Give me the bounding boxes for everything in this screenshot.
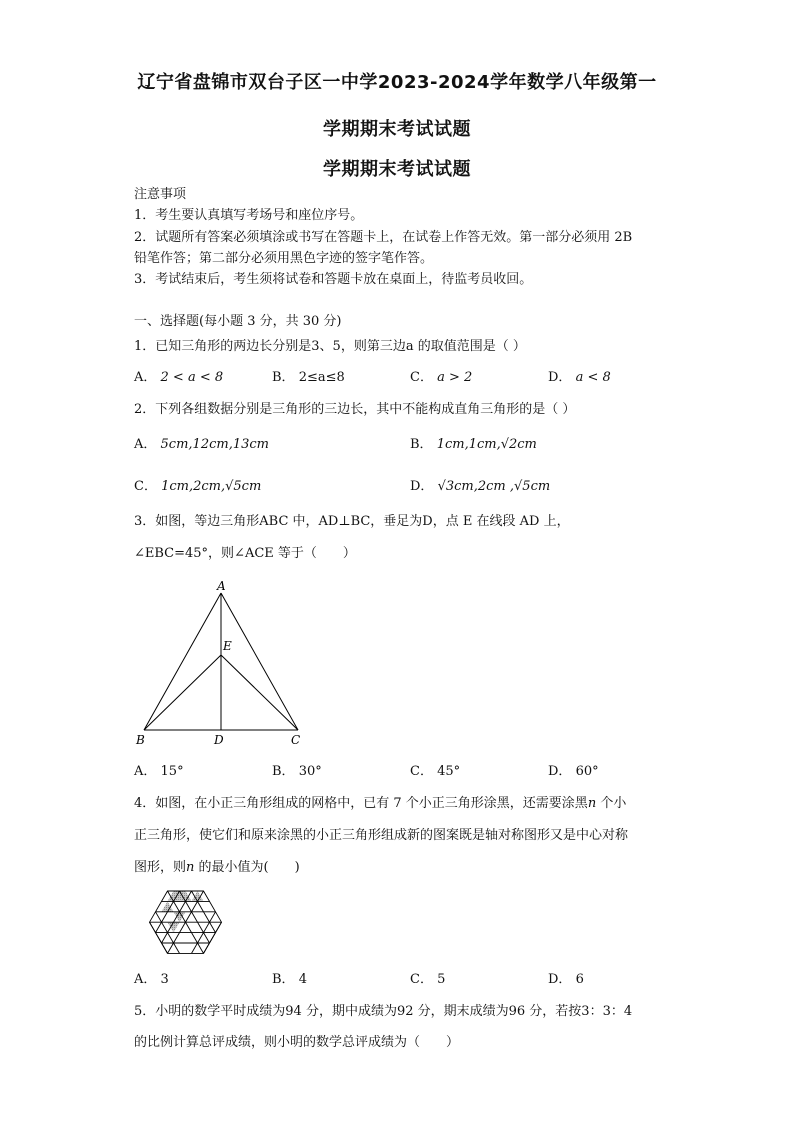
- q4-stem-line1-a: 4．如图，在小正三角形组成的网格中，已有 7 个小正三角形涂黑，还需要涂黑: [134, 796, 588, 811]
- q3-option-b-label: B．: [272, 764, 295, 779]
- q2-option-d-label: D．: [410, 479, 434, 494]
- q1-option-a-label: A．: [134, 370, 157, 385]
- q2-option-a-text: 5cm,12cm,13cm: [160, 437, 269, 452]
- exam-title-line1: 辽宁省盘锦市双台子区一中学2023-2024学年数学八年级第一: [137, 72, 657, 93]
- exam-title-line2: 学期期末考试试题: [323, 119, 471, 140]
- q1-option-b[interactable]: [272, 369, 345, 387]
- q4-variable-n: n: [587, 796, 597, 811]
- q4-option-a[interactable]: [134, 971, 169, 989]
- q4-stem-line3-b: 的最小值为( ): [194, 860, 300, 875]
- q1-option-b-label: B．: [272, 370, 295, 385]
- q1-option-c-text: a > 2: [437, 370, 473, 385]
- q1-option-c-label: C．: [410, 370, 433, 385]
- q4-option-b[interactable]: [272, 971, 307, 989]
- q4-stem-line3-a: 图形，则: [134, 860, 187, 875]
- q2-option-d[interactable]: [410, 478, 550, 496]
- segment-be: [144, 655, 221, 730]
- q3-option-c-label: C．: [410, 764, 433, 779]
- q3-option-d-label: D．: [548, 764, 572, 779]
- q1-option-d[interactable]: [548, 369, 611, 387]
- q1-option-d-text: a < 8: [575, 370, 611, 385]
- q4-option-c-text: 5: [437, 972, 446, 987]
- q3-triangle-figure: [130, 578, 310, 750]
- q4-option-d[interactable]: [548, 971, 584, 989]
- q4-stem-line1-b: 个小: [596, 796, 627, 811]
- vertex-label-c: C: [291, 733, 301, 747]
- q3-option-a-label: A．: [134, 764, 157, 779]
- q3-option-d[interactable]: [548, 763, 599, 781]
- q2-option-a-label: A．: [134, 437, 157, 452]
- q1-option-a[interactable]: [134, 369, 223, 387]
- q2-option-b[interactable]: [410, 436, 537, 454]
- q2-option-b-label: B．: [410, 437, 433, 452]
- q3-stem-line2: ∠EBC=45°，则∠ACE 等于（ ）: [134, 546, 356, 561]
- q2-option-c-text: 1cm,2cm,√5cm: [161, 479, 262, 494]
- q4-option-c-label: C．: [410, 972, 433, 987]
- q5-stem-line2: 的比例计算总评成绩，则小明的数学总评成绩为（ ）: [134, 1035, 460, 1050]
- q3-option-b-text: 30°: [298, 764, 322, 779]
- q4-option-d-label: D．: [548, 972, 572, 987]
- point-label-e: E: [223, 639, 232, 653]
- side-ab: [144, 593, 221, 730]
- notice-item-2a: 2．试题所有答案必须填涂或书写在答题卡上，在试卷上作答无效。第一部分必须用 2B: [134, 230, 633, 245]
- q4-stem-line1: [134, 795, 626, 813]
- q3-option-c[interactable]: [410, 763, 460, 781]
- q2-option-a[interactable]: [134, 436, 269, 454]
- q4-stem-line3: [134, 859, 300, 877]
- q4-option-c[interactable]: [410, 971, 445, 989]
- q2-option-d-text: √3cm,2cm ,√5cm: [437, 479, 551, 494]
- q4-option-b-text: 4: [298, 972, 307, 987]
- q2-option-c-label: C．: [134, 479, 157, 494]
- section-heading: 一、选择题(每小题 3 分，共 30 分): [134, 314, 342, 329]
- q3-option-a[interactable]: [134, 763, 184, 781]
- exam-title-line3: 学期期末考试试题: [323, 159, 471, 180]
- q4-option-a-text: 3: [160, 972, 169, 987]
- vertex-label-a: A: [217, 579, 226, 593]
- q3-option-c-text: 45°: [437, 764, 461, 779]
- q4-option-d-text: 6: [575, 972, 584, 987]
- q3-option-a-text: 15°: [160, 764, 184, 779]
- segment-ec: [221, 655, 298, 730]
- notice-item-2b: 铅笔作答；第二部分必须用黑色字迹的签字笔作答。: [134, 251, 434, 266]
- q2-option-c[interactable]: [134, 478, 261, 496]
- q1-stem: 1．已知三角形的两边长分别是3、5，则第三边a 的取值范围是（ ）: [134, 339, 526, 354]
- side-ac: [221, 593, 298, 730]
- q2-option-b-text: 1cm,1cm,√2cm: [436, 437, 537, 452]
- q3-option-d-text: 60°: [575, 764, 599, 779]
- notice-heading: 注意事项: [134, 187, 187, 202]
- q4-stem-line2: 正三角形，使它们和原来涂黑的小正三角形组成新的图案既是轴对称图形又是中心对称: [134, 828, 629, 843]
- q5-stem-line1: 5．小明的数学平时成绩为94 分，期中成绩为92 分，期末成绩为96 分，若按3：3：4: [134, 1004, 633, 1019]
- q2-stem: 2．下列各组数据分别是三角形的三边长，其中不能构成直角三角形的是（ ）: [134, 402, 576, 417]
- q4-variable-n-2: n: [186, 860, 195, 875]
- q4-option-b-label: B．: [272, 972, 295, 987]
- notice-item-3: 3．考试结束后，考生须将试卷和答题卡放在桌面上，待监考员收回。: [134, 272, 533, 287]
- q1-option-d-label: D．: [548, 370, 572, 385]
- vertex-label-b: B: [136, 733, 145, 747]
- point-label-d: D: [214, 733, 224, 747]
- q4-option-a-label: A．: [134, 972, 157, 987]
- q1-option-b-text: 2≤a≤8: [298, 370, 345, 385]
- q1-option-c[interactable]: [410, 369, 472, 387]
- notice-item-1: 1．考生要认真填写考场号和座位序号。: [134, 208, 364, 223]
- q4-hexagon-grid-figure: [148, 885, 226, 961]
- q3-stem-line1: 3．如图，等边三角形ABC 中，AD⊥BC，垂足为D，点 E 在线段 AD 上，: [134, 514, 570, 529]
- q1-option-a-text: 2 < a < 8: [160, 370, 224, 385]
- q3-option-b[interactable]: [272, 763, 322, 781]
